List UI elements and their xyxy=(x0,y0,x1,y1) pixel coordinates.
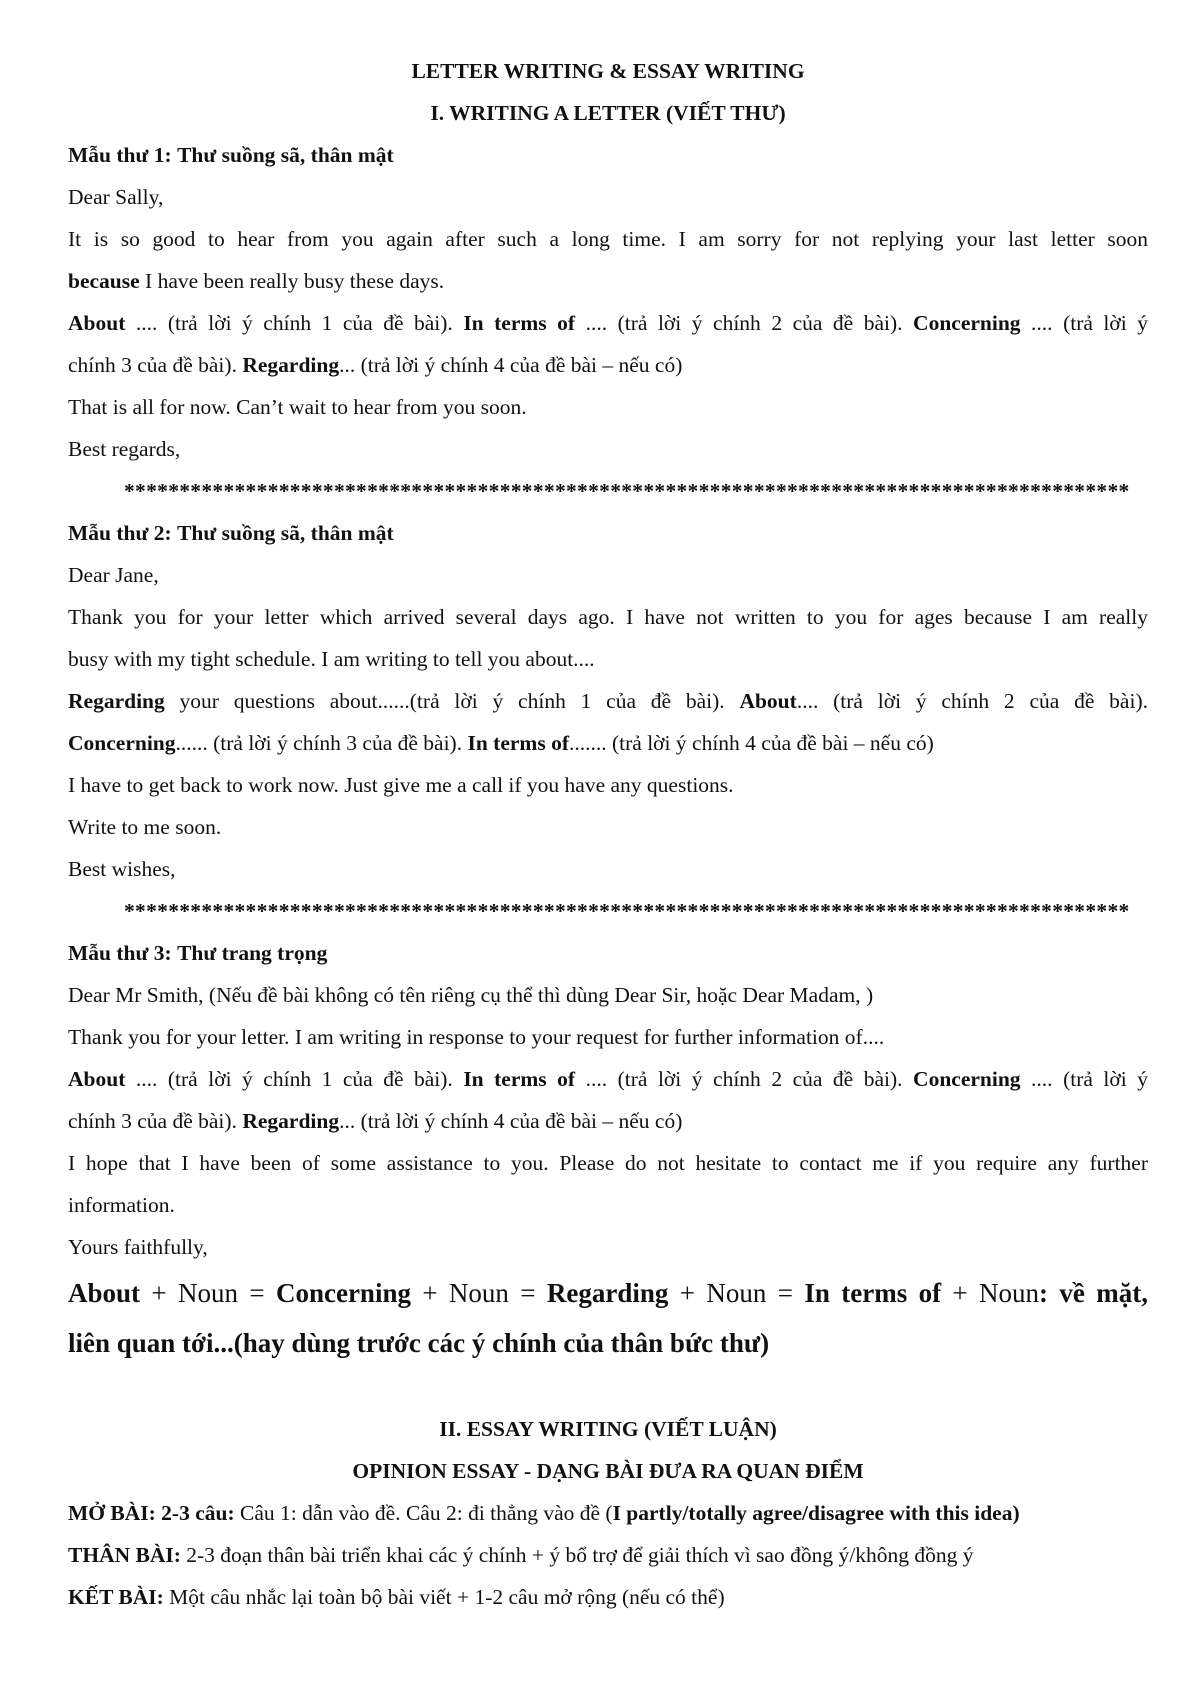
essay-intro-label: MỞ BÀI: 2-3 câu: xyxy=(68,1501,235,1525)
essay-intro-text: Câu 1: dẫn vào đề. Câu 2: đi thẳng vào đề ( xyxy=(234,1501,613,1525)
letter-1-idea-3: .... (trả lời ý xyxy=(1020,311,1148,335)
section-2-subheading: OPINION ESSAY - DẠNG BÀI ĐƯA RA QUAN ĐIỂM xyxy=(352,1459,864,1483)
divider-stars-2: ******************************************************************************************* xyxy=(124,899,1130,923)
letter-2-body-line-2: busy with my tight schedule. I am writing to tell you about.... xyxy=(68,647,595,671)
letter-1-body-line-1: It is so good to hear from you again after such a long time. I am sorry for not replying your last letter soon xyxy=(68,227,1148,251)
keyword-about: About xyxy=(68,311,126,335)
essay-body-text: 2-3 đoạn thân bài triển khai các ý chính + ý bổ trợ để giải thích vì sao đồng ý/không đồng ý xyxy=(180,1543,974,1567)
keyword-concerning: Concerning xyxy=(913,1067,1021,1091)
section-1-heading: I. WRITING A LETTER (VIẾT THƯ) xyxy=(430,101,786,125)
formula-noun-3: + Noun = xyxy=(668,1278,805,1308)
letter-2-label-desc: Thư suồng sã, thân mật xyxy=(177,521,394,545)
letter-3-main-ideas xyxy=(68,1058,1148,1100)
formula-noun-4: + Noun xyxy=(941,1278,1040,1308)
section-spacer xyxy=(68,1368,1148,1408)
letter-2-body-line-1: Thank you for your letter which arrived several days ago. I have not written to you for ages because I am really xyxy=(68,605,1148,629)
keyword-concerning: Concerning xyxy=(68,731,176,755)
keyword-in-terms-of: In terms of xyxy=(463,311,576,335)
letter-1-idea-4: ... (trả lời ý chính 4 của đề bài – nếu có) xyxy=(339,353,683,377)
letter-2-idea-2: .... (trả lời ý chính 2 của đề bài). xyxy=(796,689,1148,713)
letter-3-label-number: Mẫu thư 3: xyxy=(68,941,172,965)
essay-intro-opinion: I partly/totally agree/disagree with this idea xyxy=(612,1501,1013,1525)
letter-3-main-ideas-cont xyxy=(68,1100,1148,1142)
divider-stars-1: ******************************************************************************************* xyxy=(124,479,1130,503)
letter-3-closing-2: information. xyxy=(68,1193,175,1217)
keyword-in-terms-of: In terms of xyxy=(463,1067,576,1091)
keyword-regarding: Regarding xyxy=(242,353,340,377)
section-2-heading: II. ESSAY WRITING (VIẾT LUẬN) xyxy=(439,1417,777,1441)
letter-3-body-line-1: Thank you for your letter. I am writing in response to your request for further information of.... xyxy=(68,1025,885,1049)
formula-noun-1: + Noun = xyxy=(140,1278,276,1308)
letter-1-label-desc: Thư suồng sã, thân mật xyxy=(177,143,394,167)
keyword-about: About xyxy=(739,689,797,713)
letter-3-closing-1: I hope that I have been of some assistance to you. Please do not hesitate to contact me if you require any further xyxy=(68,1151,1148,1175)
letter-3-label-desc: Thư trang trọng xyxy=(177,941,328,965)
letter-3-idea-2: .... (trả lời ý chính 2 của đề bài). xyxy=(575,1067,914,1091)
letter-1-main-ideas xyxy=(68,302,1148,344)
letter-1-idea-2: .... (trả lời ý chính 2 của đề bài). xyxy=(575,311,914,335)
document-title: LETTER WRITING & ESSAY WRITING xyxy=(411,59,805,83)
formula-line-1 xyxy=(68,1268,1148,1318)
letter-2-closing-2: Write to me soon. xyxy=(68,815,222,839)
letter-2-main-ideas xyxy=(68,680,1148,722)
letter-1-signoff: Best regards, xyxy=(68,437,181,461)
essay-conclusion-text: Một câu nhắc lại toàn bộ bài viết + 1-2 câu mở rộng (nếu có thể) xyxy=(163,1585,725,1609)
letter-3-label xyxy=(68,932,1148,974)
keyword-concerning: Concerning xyxy=(913,311,1021,335)
letter-2-label-number: Mẫu thư 2: xyxy=(68,521,172,545)
letter-1-label xyxy=(68,134,1148,176)
essay-intro-end: ) xyxy=(1012,1501,1020,1525)
essay-body xyxy=(68,1534,1148,1576)
letter-3-idea-4: ... (trả lời ý chính 4 của đề bài – nếu có) xyxy=(339,1109,683,1133)
keyword-in-terms-of: In terms of xyxy=(467,731,569,755)
formula-line-2: liên quan tới...(hay dùng trước các ý chính của thân bức thư) xyxy=(68,1328,770,1358)
document-page xyxy=(68,50,1148,1618)
letter-2-label xyxy=(68,512,1148,554)
letter-3-idea-3-cont: chính 3 của đề bài). xyxy=(68,1109,243,1133)
letter-1-idea-3-cont: chính 3 của đề bài). xyxy=(68,353,243,377)
keyword-regarding: Regarding xyxy=(68,689,165,713)
letter-2-greeting: Dear Jane, xyxy=(68,563,159,587)
formula-concerning: Concerning xyxy=(275,1278,411,1308)
formula-in-terms-of: In terms of xyxy=(804,1278,942,1308)
formula-about: About xyxy=(68,1278,141,1308)
formula-meaning: : về mặt, xyxy=(1039,1278,1148,1308)
letter-3-greeting: Dear Mr Smith, (Nếu đề bài không có tên riêng cụ thể thì dùng Dear Sir, hoặc Dear Madam, ) xyxy=(68,983,874,1007)
letter-1-body-line-2 xyxy=(68,260,1148,302)
essay-body-label: THÂN BÀI: xyxy=(68,1543,181,1567)
letter-2-closing-1: I have to get back to work now. Just give me a call if you have any questions. xyxy=(68,773,734,797)
keyword-about: About xyxy=(68,1067,126,1091)
letter-1-main-ideas-cont xyxy=(68,344,1148,386)
letter-3-idea-3: .... (trả lời ý xyxy=(1020,1067,1148,1091)
formula-noun-2: + Noun = xyxy=(410,1278,547,1308)
essay-conclusion-label: KẾT BÀI: xyxy=(68,1585,164,1609)
letter-2-idea-3: ...... (trả lời ý chính 3 của đề bài). xyxy=(175,731,468,755)
letter-1-idea-1: .... (trả lời ý chính 1 của đề bài). xyxy=(125,311,464,335)
letter-3-signoff: Yours faithfully, xyxy=(68,1235,208,1259)
letter-2-idea-4: ....... (trả lời ý chính 4 của đề bài – nếu có) xyxy=(569,731,934,755)
letter-2-idea-1: your questions about......(trả lời ý chính 1 của đề bài). xyxy=(164,689,740,713)
letter-1-closing: That is all for now. Can’t wait to hear from you soon. xyxy=(68,395,527,419)
keyword-because: because xyxy=(68,269,140,293)
letter-2-signoff: Best wishes, xyxy=(68,857,176,881)
letter-3-idea-1: .... (trả lời ý chính 1 của đề bài). xyxy=(125,1067,464,1091)
formula-regarding: Regarding xyxy=(546,1278,669,1308)
essay-intro xyxy=(68,1492,1148,1534)
letter-1-body-line-2-text: I have been really busy these days. xyxy=(139,269,445,293)
letter-2-main-ideas-cont xyxy=(68,722,1148,764)
letter-1-greeting: Dear Sally, xyxy=(68,185,164,209)
letter-1-label-number: Mẫu thư 1: xyxy=(68,143,172,167)
keyword-regarding: Regarding xyxy=(242,1109,340,1133)
essay-conclusion xyxy=(68,1576,1148,1618)
